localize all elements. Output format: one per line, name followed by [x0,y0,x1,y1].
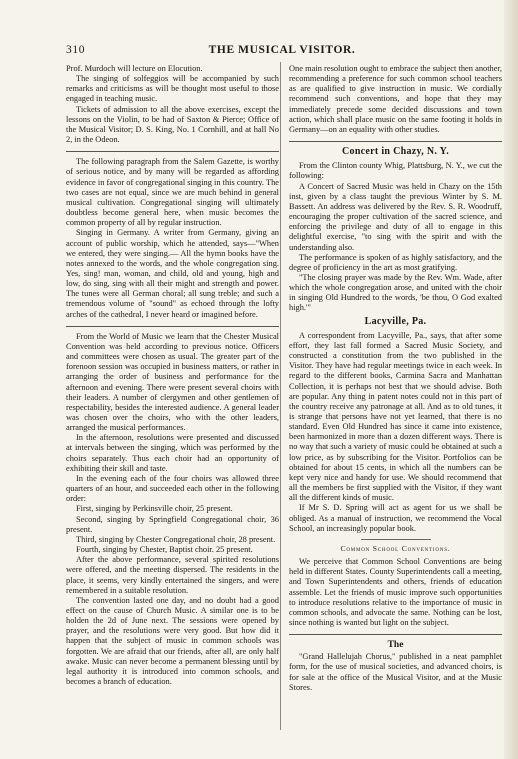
paragraph: Tickets of admission to all the above exercises, except the lessons on the Violin, to be had of Saxton & Pierce; Office of the Musical Visitor; D. S. King, No. 1 Cornhill, and at hall No 2, in the Odeon. [66,104,279,145]
paragraph: Second, singing by Springfield Congregational choir, 36 present. [66,514,279,534]
short-rule [361,539,431,540]
section-heading: The [387,640,404,651]
column-divider [280,62,281,730]
paragraph: We perceive that Common School Conventions are being held in different States. County Superintendents call a meeting, and Town Superintendents and others, friends of education assemble. Let the friends of music improve such opportunities to introduce resolutions relative to the importance of music in common schools, and advocate the same. Nothing can be lost, since nothing is wanted but light on the subject. [289,557,502,627]
paragraph: The singing of solfeggios will be accompanied by such remarks and criticisms as will be thought most useful to those engaged in teaching music. [66,74,279,104]
paragraph: A Concert of Sacred Music was held in Chazy on the 15th inst, given by a class taught the previous Winter by S. M. Bassett. An address was delivered by the Rev. S. R. Woodruff, encouraging the proper cultivation of the sacred science, and enforcing the privilege and duty of all to engage in this delightful exercise, "to sing with the spirit and with the understanding also. [289,181,502,252]
paragraph: First, singing by Perkinsville choir, 25 present. [76,504,233,514]
page-header [66,44,498,60]
section-divider [66,326,279,327]
page-edge-shadow [504,0,518,759]
paragraph: One main resolution ought to embrace the subject then another, recommending a preference for such common school teachers as are qualified to give instruction in music. We cordially recommend such conventions, and hope that they may immediately precede some decided discussions and town action, which shall place music on the same footing it holds in Germany—on an equality with other studies. [289,64,502,134]
paragraph: Third, singing by Chester Congregational choir, 28 present. [76,534,276,544]
paragraph: "The closing prayer was made by the Rev. Wm. Wade, after which the whole congregation arose, and united with the choir in singing Old Hundred to the words, 'be thou, O God exalted high.'" [289,272,502,313]
paragraph: In the afternoon, resolutions were presented and discussed at intervals between the singing, which was performed by the choirs separately. Thus each choir had an opportunity of exhibiting their skill and taste. [66,433,279,473]
paragraph: A correspondent from Lacyville, Pa., says, that after some effort, they last fall formed a Sacred Music Society, and constructed a constitution from the two published in the Visitor. They have had regular meetings twice in each week. In regard to the different books, Carmina Sacra and Manhattan Collection, it is perhaps not best that we should advise. Both are popular. Any thing in patent notes could not in this part of the country receive any patronage at all. And as to old tunes, it is strange that persons have not yet learned, that there is no standard. Even Old Hundred has since it came into existence, been harmonized in more than a dozen different ways. There is no way that such a variety of music could be obtained at such a low price, as by subscribing for the Visitor. Portfolios can be obtained for about 15 cents, in which all the numbers can be kept very nice and handy for use. We should recommend that all the members be first supplied with the Visitor, if they want all the different kinds of music. [289,330,502,503]
paragraph: Fourth, singing by Chester, Baptist choir. 25 present. [76,545,253,555]
paragraph: The following paragraph from the Salem Gazette, is worthy of serious notice, and by many will be regarded as affording evidence in favor of congregational singing in this country. The two cases are not equal, since we are much behind in general musical cultivation. Congregational singing will ultimately doubtless become general here, when music becomes the common property of all by regular instruction. [66,157,279,228]
section-heading: Lacyville, Pa. [364,315,427,327]
paragraph: "Grand Hallelujah Chorus," published in a neat pamphlet form, for the use of musical societies, and advanced choirs, is for sale at the office of the Musical Visitor, and at the Music Stores. [289,652,502,692]
page-number: 310 [66,44,86,56]
paragraph: After the above performance, several spirited resolutions were offered, and the meeting dispersed. The residents in the place, it seems, very kindly entertained the singers, and were remembered in a suitable resolution. [66,555,279,595]
paragraph: From the Clinton county Whig, Plattsburg, N. Y., we cut the following: [289,161,502,181]
paragraph: From the World of Music we learn that the Chester Musical Convention was held according to previous notice. Officers and committees were chosen as usual. The greater part of the forenoon session was occupied in business matters, or rather in arranging the order of business and performance for the afternoon and evening. There were present several choirs with their leaders. A number of clergymen and other gentlemen of respectability, besides the interested audience. A general leader was chosen over the choirs, who with the other leaders, arranged the musical performances. [66,331,279,433]
paragraph: Prof. Murdoch will lecture on Elocution. [66,64,203,73]
section-divider [289,634,502,635]
paragraph: The convention lasted one day, and no doubt had a good effect on the cause of Church Music. A similar one is to be holden the 2d of June next. The sessions were opened by prayer, and the resolutions were very good. But how did it happen that the subject of music in common schools was forgotten. We are afraid that our friends, after all, are only half awake. Music can never become a permanent blessing until by legal authority it is introduced into common schools, and becomes a branch of education. [66,595,279,687]
running-title: THE MUSICAL VISITOR. [208,44,356,56]
paragraph: If Mr S. D. Spring will act as agent for us we shall be obliged. As a manual of instruction, we recommend the Vocal School, an increasingly popular book. [289,503,502,533]
section-divider [66,151,279,152]
paragraph: Singing in Germany. A writer from Germany, giving an account of public worship, which he attended, says—"When we entered, they were singing.— All the hymn books have the notes annexed to the words, and the whole congregation sing. Yes, sing! man, woman, and child, old and young, high and low, do sing, sing with all their might and strength and power. The tunes were all German choral; all sung treble; and such a tremendous volume of "sound" as echoed through the lofty arches of the cathedral, I never heard or imagined before. [66,228,279,319]
right-column [289,64,502,693]
section-heading: Concert in Chazy, N. Y. [342,146,449,158]
paragraph: The performance is spoken of as highly satisfactory, and the degree of proficiency in the art as most gratifying. [289,252,502,272]
left-column [66,64,279,687]
section-divider [289,141,502,142]
section-heading: Common School Conventions. [340,543,451,553]
paragraph: In the evening each of the four choirs was allowed three quarters of an hour, and succeeded each other in the following order: [66,473,279,504]
